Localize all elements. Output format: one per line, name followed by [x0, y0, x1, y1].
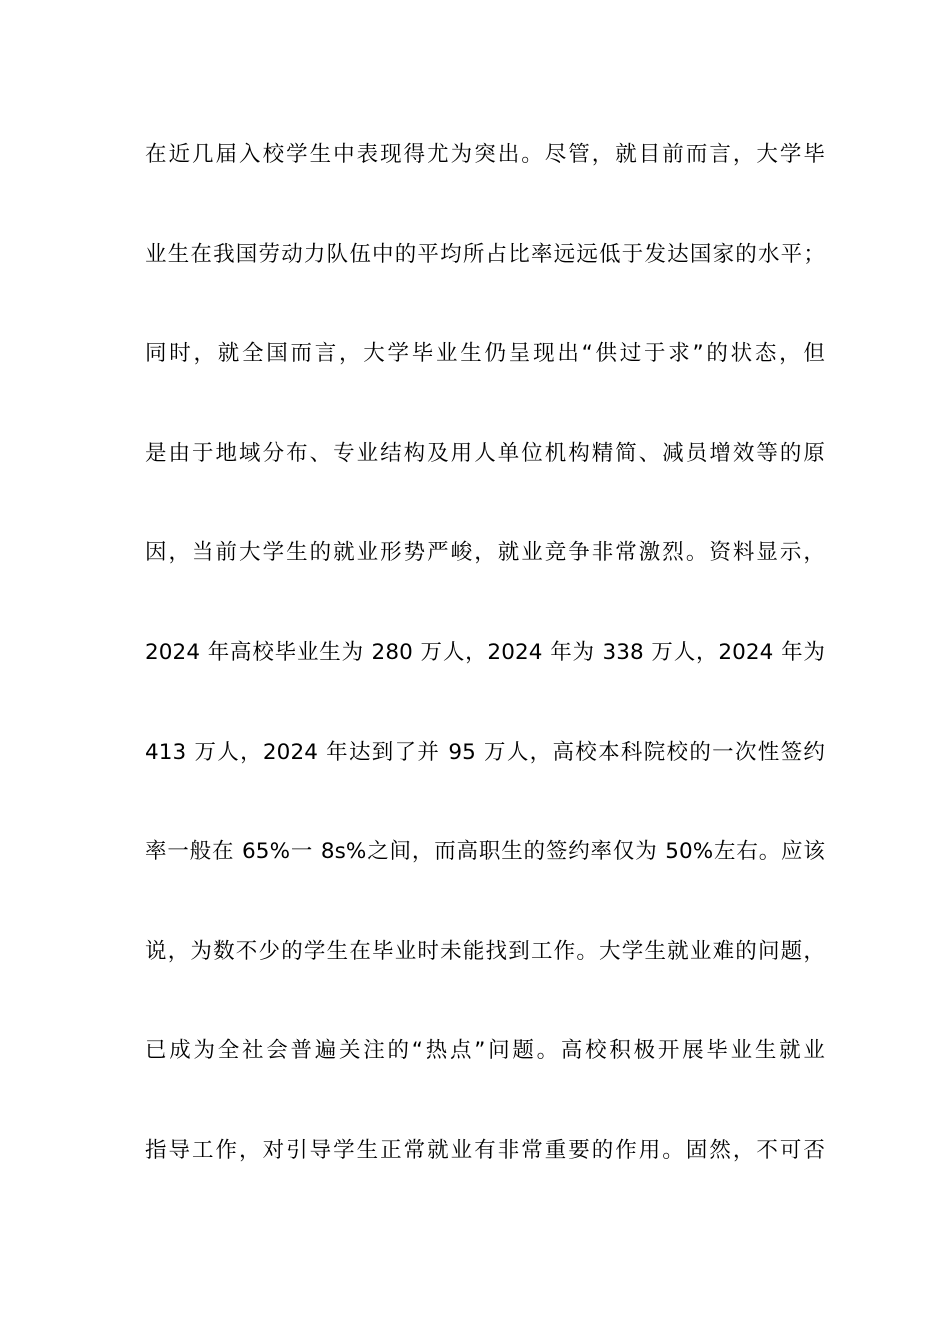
text-line: 2024 年高校毕业生为 280 万人，2024 年为 338 万人，2024 年为: [145, 639, 825, 665]
text-line: 因，当前大学生的就业形势严峻，就业竞争非常激烈。资料显示，: [145, 540, 825, 566]
body-text: [145, 125, 825, 1221]
text-line: 业生在我国劳动力队伍中的平均所占比率远远低于发达国家的水平；: [145, 241, 825, 267]
text-line: 指导工作，对引导学生正常就业有非常重要的作用。固然，不可否: [145, 1137, 825, 1163]
text-line: 率一般在 65%一 8s%之间，而高职生的签约率仅为 50%左右。应该: [145, 839, 825, 865]
text-line: 同时，就全国而言，大学毕业生仍呈现出“供过于求”的状态，但: [145, 341, 825, 367]
text-line: 是由于地域分布、专业结构及用人单位机构精简、减员增效等的原: [145, 440, 825, 466]
text-line: 在近几届入校学生中表现得尤为突出。尽管，就目前而言，大学毕: [145, 142, 825, 167]
text-line: 说，为数不少的学生在毕业时未能找到工作。大学生就业难的问题，: [145, 938, 825, 964]
text-line: 已成为全社会普遍关注的“热点”问题。高校积极开展毕业生就业: [145, 1038, 825, 1064]
text-line: 413 万人，2024 年达到了并 95 万人，高校本科院校的一次性签约: [145, 739, 825, 765]
